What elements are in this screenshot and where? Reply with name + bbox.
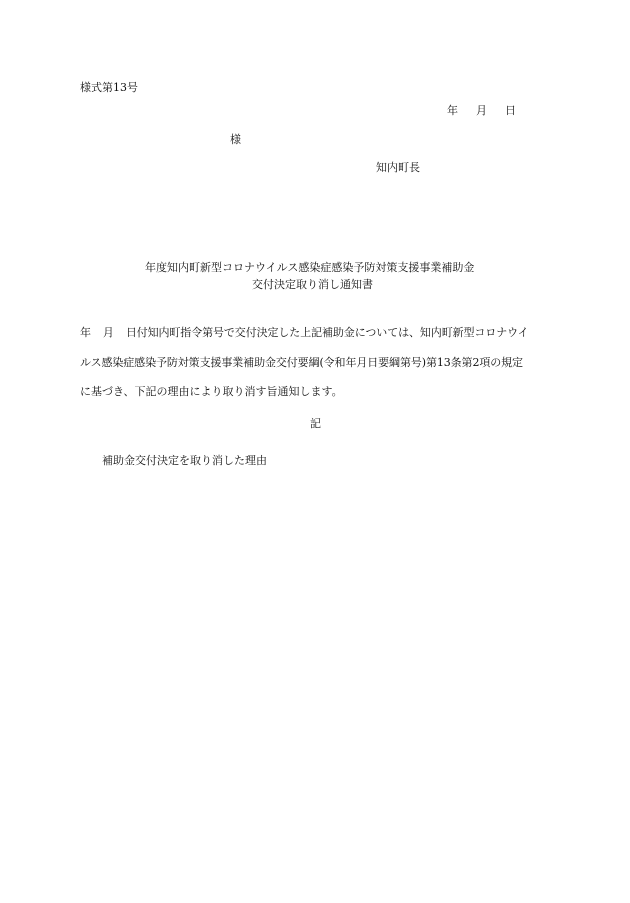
ki-heading: 記 [310,417,321,430]
date-month-label: 月 [476,104,487,117]
recipient-suffix: 様 [230,133,241,146]
date-day-label: 日 [505,104,516,117]
body-line-1 [80,327,529,338]
reason-heading: 補助金交付決定を取り消した理由 [102,454,267,467]
sender-name: 知内町長 [376,161,420,174]
document-title-line-1: 年度知内町新型コロナウイルス感染症感染予防対策支援事業補助金 [145,261,475,274]
body-line-3: に基づき、下記の理由により取り消す旨通知します。 [80,385,343,398]
body-year-label: 年 [80,326,91,339]
body-month-label: 月 [102,326,114,339]
date-line [447,105,516,116]
body-line-2: ルス感染症感染予防対策支援事業補助金交付要綱(令和年月日要綱第号)第13条第2項の規定 [80,356,523,369]
date-year-label: 年 [447,104,458,117]
document-title-line-2: 交付決定取り消し通知書 [252,278,373,291]
form-number: 様式第13号 [80,81,138,94]
body-line-1-text: 日付知内町指令第号で交付決定した上記補助金については、知内町新型コロナウイ [125,326,529,339]
